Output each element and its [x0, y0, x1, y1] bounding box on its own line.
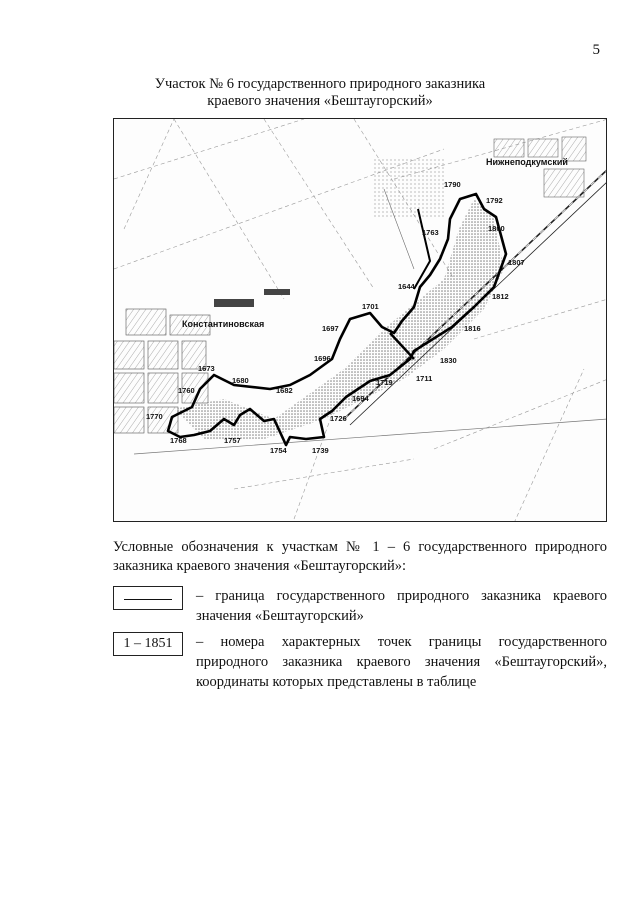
point-label: 1754: [270, 446, 287, 455]
legend-description: – граница государственного природного заказника краевого значения «Бештаугорский»: [196, 588, 607, 624]
point-label: 1792: [486, 196, 503, 205]
point-label: 1812: [492, 292, 509, 301]
point-label: 1726: [330, 414, 347, 423]
dotted-area: [374, 159, 444, 219]
point-label: 1644: [398, 282, 415, 291]
settlement-label: Константиновская: [182, 319, 265, 329]
point-label: 1696: [314, 354, 331, 363]
point-label: 1694: [352, 394, 369, 403]
page-number: 5: [592, 42, 600, 58]
point-label: 1719: [376, 378, 393, 387]
map-svg: [114, 119, 607, 522]
point-label: 1830: [440, 356, 457, 365]
settlement-label: Нижнеподкумский: [486, 157, 568, 167]
settlement-nizhnepodkumsky: [494, 137, 586, 197]
title-line-1: Участок № 6 государственного природного заказника: [154, 76, 486, 92]
building: [214, 299, 254, 307]
point-label: 1807: [508, 258, 525, 267]
point-label: 1816: [464, 324, 481, 333]
point-label: 1763: [422, 228, 439, 237]
legend-symbol-point-numbers: 1 – 1851: [113, 632, 183, 656]
legend-heading: Условные обозначения к участкам № 1 – 6 государственного природного заказника краевого значения «Бештаугорский»:: [113, 539, 607, 574]
title-line-2: краевого значения «Бештаугорский»: [207, 93, 433, 109]
point-label: 1800: [488, 224, 505, 233]
page-title: [0, 76, 640, 110]
point-label: 1790: [444, 180, 461, 189]
point-label: 1768: [170, 436, 187, 445]
point-label: 1711: [416, 374, 433, 383]
point-label: 1673: [198, 364, 215, 373]
point-label: 1697: [322, 324, 339, 333]
point-label: 1770: [146, 412, 163, 421]
point-label: 1682: [276, 386, 293, 395]
point-label: 1739: [312, 446, 329, 455]
boundary-map: [113, 118, 607, 522]
point-label: 1680: [232, 376, 249, 385]
boundary-line-swatch: [124, 599, 172, 600]
point-label: 1701: [362, 302, 379, 311]
point-label: 1760: [178, 386, 195, 395]
point-label: 1757: [224, 436, 241, 445]
building: [264, 289, 290, 295]
legend-description: – номера характерных точек границы государственного природного заказника краевого значения «Бештаугорский», координаты которых представлены в таблице: [196, 634, 607, 690]
legend-symbol-boundary-line: [113, 586, 183, 610]
